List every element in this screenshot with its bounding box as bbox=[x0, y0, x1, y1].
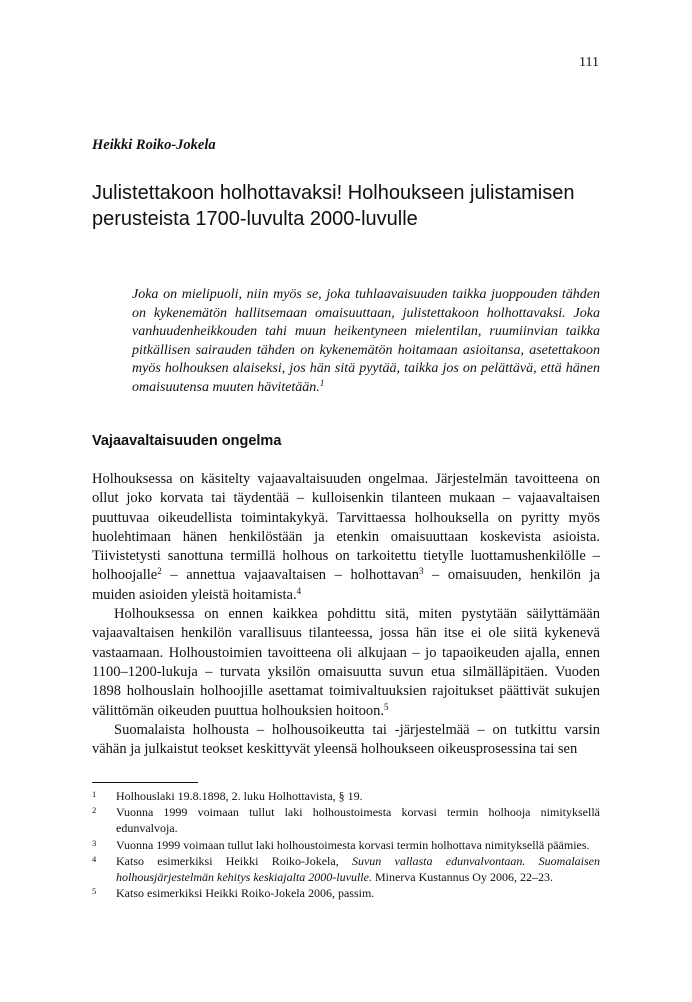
footnote-text bbox=[116, 853, 600, 885]
footnote-text: Vuonna 1999 voimaan tullut laki holhoustoimesta korvasi termin holhottava nimityksellä päämies. bbox=[116, 837, 590, 852]
footnote-text: Katso esimerkiksi Heikki Roiko-Jokela 2006, passim. bbox=[116, 886, 375, 901]
page-number: 111 bbox=[579, 55, 599, 70]
footnote-ref-1: 1 bbox=[319, 377, 325, 388]
footnote-text: Vuonna 1999 voimaan tullut laki holhoustoimesta korvasi termin holhooja nimityksellä edunvalvoja. bbox=[116, 805, 600, 836]
footnote-text-post: Minerva Kustannus Oy 2006, 22–23. bbox=[371, 870, 553, 885]
footnote-number: 2 bbox=[92, 805, 97, 816]
paragraph-3-text: Suomalaista holhousta – holhousoikeutta tai -järjestelmää – on tutkittu varsin vähän ja julkaistut teokset keskittyvät yleensä holhoukseen oikeusprosessina tai sen bbox=[92, 721, 600, 758]
footnote-divider bbox=[92, 782, 198, 783]
footnote-ref-4: 4 bbox=[296, 585, 302, 596]
paragraph-1-text-b: – annettua vajaavaltaisen – holhottavan bbox=[161, 567, 419, 584]
footnote-number: 3 bbox=[92, 837, 97, 848]
footnote-item bbox=[92, 788, 600, 804]
footnote-book-title: Suvun vallasta edunvalvontaan. Suomalaisen holhousjärjestelmän kehitys keskiajalta 2000-luvulle. bbox=[116, 853, 600, 885]
body-text bbox=[92, 470, 600, 759]
body-paragraph-1 bbox=[92, 470, 600, 605]
footnote-ref-5: 5 bbox=[383, 701, 389, 712]
footnote-ref-2: 2 bbox=[157, 566, 162, 577]
footnote-number: 4 bbox=[92, 853, 97, 864]
footnote-item bbox=[92, 804, 600, 836]
footnote-number: 1 bbox=[92, 789, 97, 799]
footnote-ref-3: 3 bbox=[418, 566, 424, 577]
epigraph-quote bbox=[132, 286, 600, 398]
paragraph-2-text: Holhouksessa on ennen kaikkea pohdittu sitä, miten pystytään säilyttämään vajaavaltaisen henkilön varallisuus tilanteessa, jossa hän itse ei ole siitä kykenevä vastaamaan. Holhoustoimien tavoitteena oli alkujaan – jo tapaoikeuden ajalla, ennen 1100–1200-lukuja – turvata yksilön omaisuutta suvun etua silmälläpitäen. Vuoden 1898 holhouslain holhoojille asettamat toimivaltuuksien rajoitukset päättivät sukujen välittömän oikeuden puuttua holhouksien hoitoon. bbox=[92, 606, 600, 719]
section-heading: Vajaavaltaisuuden ongelma bbox=[92, 433, 282, 449]
footnote-item bbox=[92, 837, 600, 853]
footnote-item bbox=[92, 885, 600, 901]
footnote-text-pre: Katso esimerkiksi Heikki Roiko-Jokela, bbox=[116, 853, 352, 868]
body-paragraph-2 bbox=[92, 605, 600, 721]
article-title: Julistettakoon holhottavaksi! Holhoukseen julistamisen perusteista 1700-luvulta 2000-luvulle bbox=[92, 182, 575, 230]
body-paragraph-3 bbox=[92, 721, 600, 760]
footnote-item bbox=[92, 853, 600, 885]
footnote-text: Holhouslaki 19.8.1898, 2. luku Holhottavista, § 19. bbox=[116, 789, 363, 803]
footnotes bbox=[92, 788, 600, 901]
paragraph-1-text-a: Holhouksessa on käsitelty vajaavaltaisuuden ongelmaa. Järjestelmän tavoitteena on ollut joko korvata tai täydentää – kulloisenkin tilanteen mukaan – vajaavaltaisen puuttuvaa oikeudellista toimintakykyä. Tarvittaessa holhouksella on pyritty myös huolehtimaan hänen henkilöstään ja etenkin omaisuuttaan koskevista asioista. Tiivistetysti sanottuna termillä holhous on tarkoitettu tietylle luottamushenkilölle – holhoojalle bbox=[92, 471, 600, 584]
footnote-number: 5 bbox=[92, 886, 97, 897]
author-name: Heikki Roiko-Jokela bbox=[92, 137, 216, 153]
paragraph-1-text-c: – omaisuuden, henkilön ja muiden asioiden yleistä hoitamista. bbox=[92, 567, 601, 603]
epigraph-text: Joka on mielipuoli, niin myös se, joka tuhlaavaisuuden taikka juoppouden tähden on kykenemätön hallitsemaan omaisuuttaan, julistettakoon holhottavaksi. Joka vanhuudenheikkouden tahi muun heikentyneen mielentilan, ruumiinvian taikka pitkällisen sairauden tähden on kykenemätön hoitamaan asioitansa, asetettakoon myös holhouksen alaiseksi, jos hän sitä pyytää, taikka jos on pelättävä, että hänen omaisuutensa muuten hävitetään. bbox=[132, 287, 600, 395]
